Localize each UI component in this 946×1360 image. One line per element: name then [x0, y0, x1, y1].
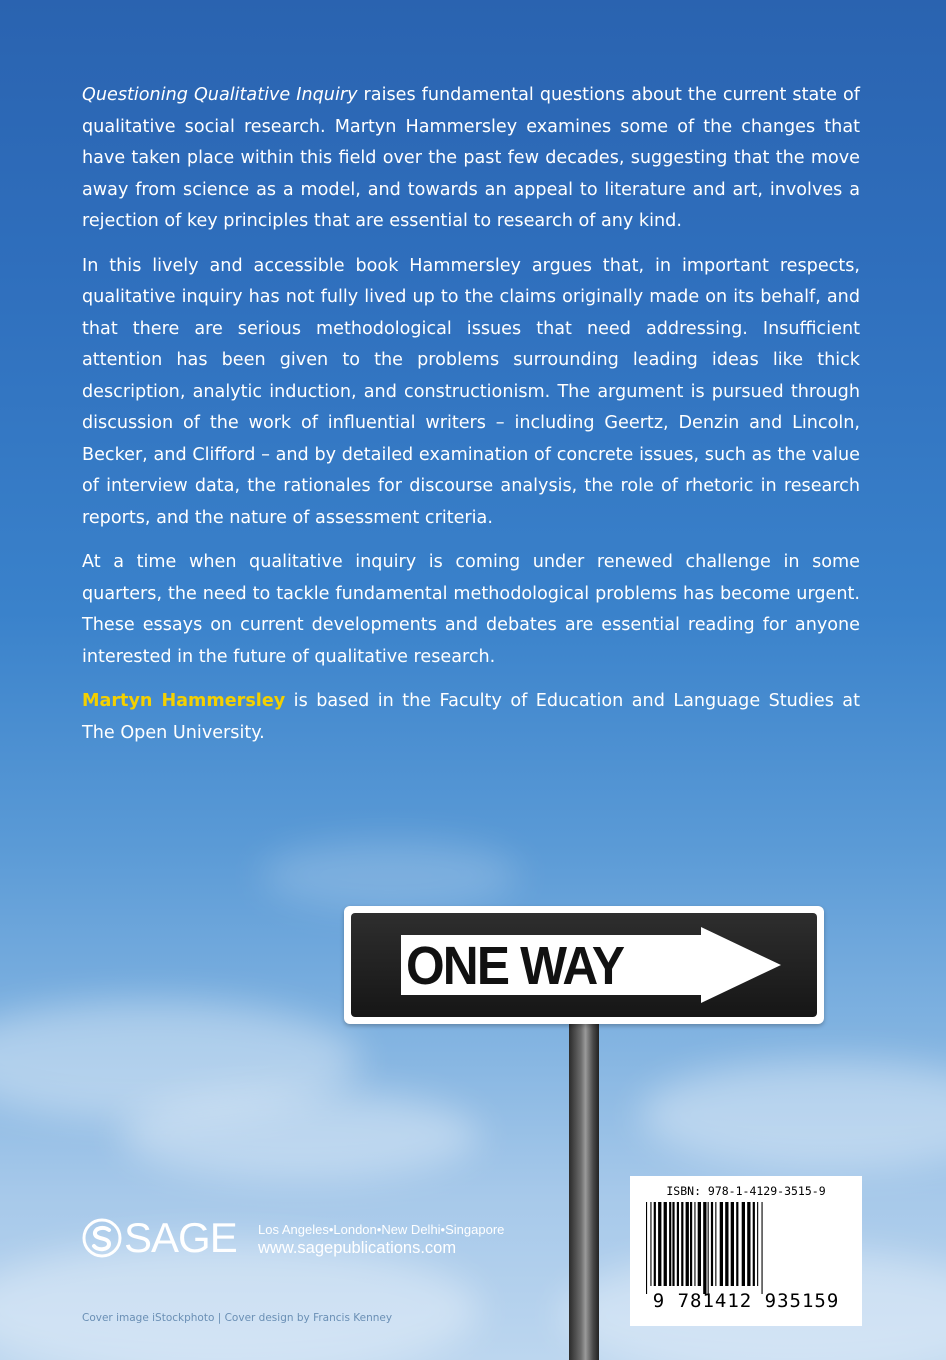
publisher-url: www.sagepublications.com	[258, 1239, 457, 1257]
cover-credits: Cover image iStockphoto | Cover design by Francis Kenney	[82, 1312, 393, 1324]
barcode-digits: 9 781412 935159	[652, 1290, 840, 1312]
isbn-barcode	[630, 1176, 862, 1326]
blurb-paragraph-1	[82, 80, 860, 238]
author-name: Martyn Hammersley	[82, 691, 286, 711]
blurb-paragraph-2: In this lively and accessible book Hammersley argues that, in important respects, qualitative inquiry has not fully lived up to the claims originally made on its behalf, and that there are serious methodological issues that need addressing. Insufficient attention has been given to the problems surrounding leading ideas like thick description, analytic induction, and constructionism. The argument is pursued through discussion of the work of influential writers – including Geertz, Denzin and Lincoln, Becker, and Clifford – and by detailed examination of concrete issues, such as the value of interview data, the rationales for discourse analysis, the role of rhetoric in research reports, and the nature of assessment criteria.	[82, 255, 860, 528]
sage-logo-icon	[82, 1218, 122, 1258]
publisher-block	[82, 1212, 505, 1272]
blurb-paragraph-1-text: raises fundamental questions about the current state of qualitative social research. Martyn Hammersley examines some of the changes that have taken place within this field over the past few decades, suggesting that the move away from science as a model, and towards an appeal to literature and art, involves a rejection of key principles that are essential to research of any kind.	[82, 85, 860, 231]
blurb-paragraph-3: At a time when qualitative inquiry is coming under renewed challenge in some quarters, the need to tackle fundamental methodological problems has become urgent. These essays on current developments and debates are essential reading for anyone interested in the future of qualitative research.	[82, 552, 860, 667]
barcode-bars	[642, 1202, 850, 1294]
book-title-italic: Questioning Qualitative Inquiry	[82, 85, 358, 105]
author-bio-text: is based in the Faculty of Education and Language Studies at The Open University.	[82, 691, 860, 743]
sign-pole	[569, 1024, 599, 1360]
cloud-shape	[640, 1060, 946, 1170]
one-way-sign	[344, 906, 824, 1024]
author-bio	[82, 686, 860, 749]
isbn-label: ISBN: 978-1-4129-3515-9	[666, 1184, 826, 1198]
blurb-text	[82, 80, 860, 762]
sign-label: ONE WAY	[406, 936, 624, 996]
sign-panel	[351, 913, 817, 1017]
publisher-cities: Los Angeles•London•New Delhi•Singapore	[258, 1222, 505, 1237]
cloud-shape	[120, 1090, 480, 1180]
cloud-shape	[260, 840, 520, 910]
publisher-name: SAGE	[124, 1214, 237, 1261]
